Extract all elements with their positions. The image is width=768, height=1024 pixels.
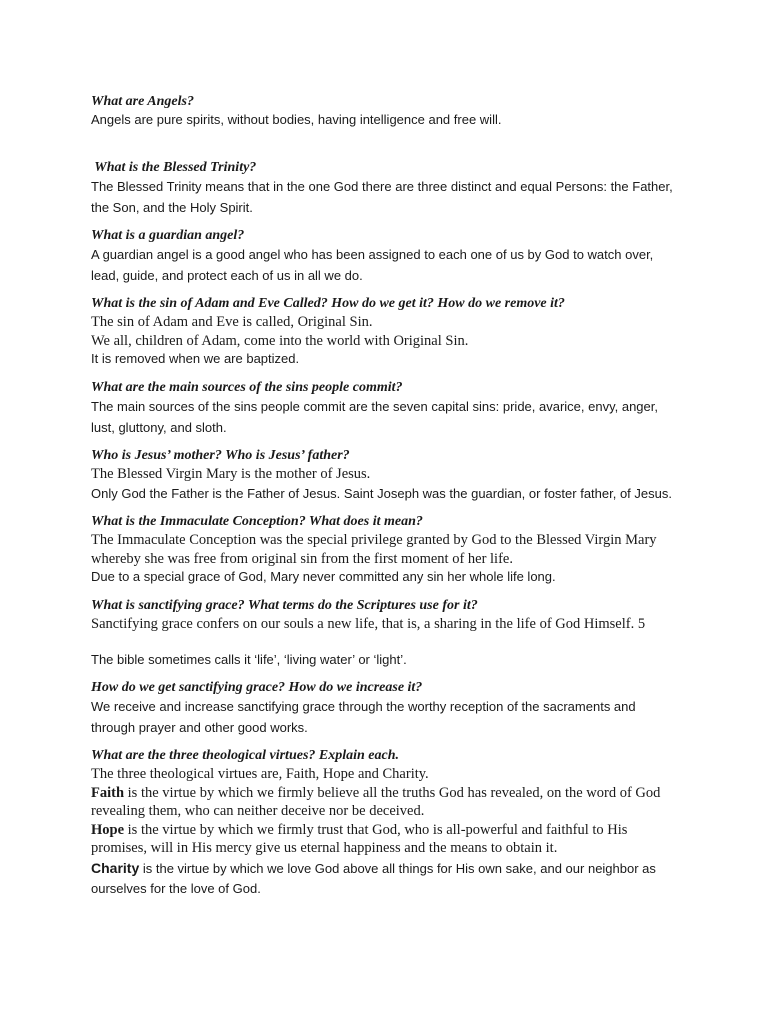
question-heading: What is a guardian angel?: [91, 228, 245, 243]
section-jesus-parents: [91, 447, 681, 504]
question-heading: What is sanctifying grace? What terms do the Scriptures use for it?: [91, 598, 478, 613]
answer-text: We all, children of Adam, come into the world with Original Sin.: [91, 332, 469, 349]
section-increase-grace: [91, 679, 681, 738]
virtue-text: is the virtue by which we firmly trust that God, who is all-powerful and faithful to His promises, will in His mercy give us eternal happiness and the means to obtain it.: [91, 821, 628, 856]
virtue-charity: [91, 858, 681, 900]
answer-text: Only God the Father is the Father of Jesus. Saint Joseph was the guardian, or foster father, of Jesus.: [91, 485, 672, 501]
answer-text: The bible sometimes calls it ‘life’, ‘living water’ or ‘light’.: [91, 651, 407, 667]
answer-text: The main sources of the sins people commit are the seven capital sins: pride, avarice, envy, anger, lust, gluttony, and sloth.: [91, 399, 658, 435]
answer-text: The sin of Adam and Eve is called, Original Sin.: [91, 314, 373, 330]
virtue-term: Hope: [91, 821, 125, 838]
document-page: [91, 93, 681, 900]
question-heading: What are Angels?: [91, 94, 194, 109]
virtue-term: Faith: [91, 784, 125, 801]
section-trinity: [91, 159, 681, 218]
question-heading: What is the sin of Adam and Eve Called? How do we get it? How do we remove it?: [91, 296, 565, 311]
section-sanctifying-grace: [91, 597, 681, 670]
section-immaculate-conception: [91, 513, 681, 586]
question-heading: How do we get sanctifying grace? How do we increase it?: [91, 680, 423, 695]
section-theological-virtues: [91, 747, 681, 900]
virtue-hope: [91, 821, 681, 858]
answer-text: Angels are pure spirits, without bodies, having intelligence and free will.: [91, 112, 502, 127]
answer-text: The Blessed Virgin Mary is the mother of Jesus.: [91, 466, 371, 482]
answer-text: It is removed when we are baptized.: [91, 351, 300, 366]
virtue-faith: [91, 784, 681, 821]
answer-text: A guardian angel is a good angel who has been assigned to each one of us by God to watch over, lead, guide, and protect each of us in all we do.: [91, 247, 654, 283]
answer-text: The three theological virtues are, Faith, Hope and Charity.: [91, 766, 429, 782]
virtue-text: is the virtue by which we love God above all things for His own sake, and our neighbor as ourselves for the love of God.: [91, 860, 656, 896]
question-heading: What are the main sources of the sins people commit?: [91, 380, 403, 395]
section-original-sin: [91, 295, 681, 368]
answer-text: We receive and increase sanctifying grace through the worthy reception of the sacraments and through prayer and other good works.: [91, 699, 636, 735]
question-heading: What are the three theological virtues? Explain each.: [91, 748, 400, 763]
answer-text: Due to a special grace of God, Mary never committed any sin her whole life long.: [91, 569, 556, 584]
virtue-term: Charity: [91, 859, 140, 876]
section-capital-sins: [91, 379, 681, 438]
answer-text: Sanctifying grace confers on our souls a new life, that is, a sharing in the life of God Himself. 5: [91, 616, 646, 632]
virtue-text: is the virtue by which we firmly believe all the truths God has revealed, on the word of God revealing them, who can neither deceive nor be deceived.: [91, 784, 661, 819]
answer-text: The Blessed Trinity means that in the one God there are three distinct and equal Persons: the Father, the Son, and the Holy Spirit.: [91, 179, 673, 215]
answer-text: The Immaculate Conception was the special privilege granted by God to the Blessed Virgin Mary whereby she was free from original sin from the first moment of her life.: [91, 532, 657, 567]
question-heading: Who is Jesus’ mother? Who is Jesus’ father?: [91, 448, 350, 463]
question-heading: What is the Blessed Trinity?: [91, 160, 257, 175]
section-guardian-angel: [91, 227, 681, 286]
section-angels: [91, 93, 681, 129]
question-heading: What is the Immaculate Conception? What does it mean?: [91, 514, 423, 529]
